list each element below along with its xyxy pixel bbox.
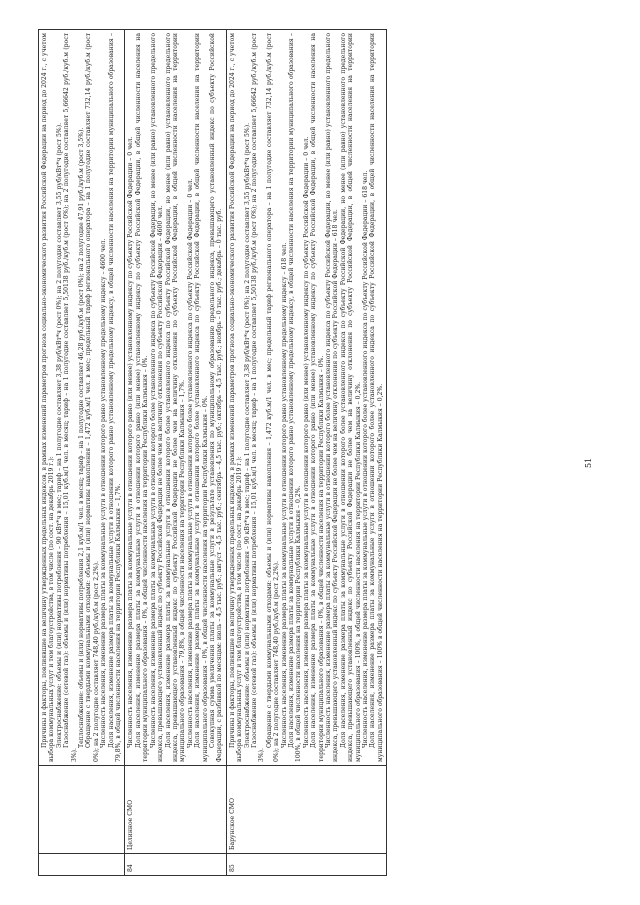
paragraph: Численность населения, изменение размера платы за коммунальные услуги в отношении которого равно установленному предельному индексу – 4600 чел. xyxy=(100,238,108,748)
paragraph: Численность населения, изменение размера платы за коммунальные услуги в отношении которого равно (или менее) установленному индексу по субъекту Российской Федерации – 0 чел. xyxy=(127,136,135,748)
paragraph: Численность населения, изменение размера платы за коммунальные услуги в отношении которого более установленного индекса по субъекту Российской Федерации – 618 чел. xyxy=(362,170,370,748)
table-row-continuation xyxy=(39,30,125,876)
paragraph: Обращение с твердыми коммунальными отходами: объемы и (или) нормативы накопления – 1,472 куб.м/1 чел. в мес; предельный тариф регионального оператора – на 1 полугодие составляет 732,14 руб./куб.м (рост 0%); на 2 полугодие составляет 748,40 руб./куб.м (рост 2,2%). xyxy=(265,33,281,762)
paragraph: Газоснабжение (сетевой газ): объемы и (или) нормативы потребления – 15,01 куб.м/1 чел. в месяц; тариф – на 1 полугодие составляет 5,50138 руб./куб.м (рост 0%); на 2 полугодие составляет 5,66642 руб./куб.м (рост 3%). xyxy=(63,33,78,762)
paragraph: Доля населения, изменение размера платы за коммунальные услуги в отношении которого равно (или менее) установленному индексу по субъекту Российской Федерации, в общей численности населения на территории муниципального образования – 0%, в общей численности населения на территории Республики Калмыкия – 0%. xyxy=(134,33,150,762)
index-table xyxy=(38,29,387,876)
paragraph: Численность населения, изменение размера платы за коммунальные услуги в отношении которого более установленного индекса по субъекту Российской Федерации – 0 чел. xyxy=(186,178,194,748)
paragraph: Газоснабжение (сетевой газ): объемы и (или) нормативы потребления – 15,01 куб.м/1 чел. в месяц; тариф – на 1 полугодие составляет 5,50138 руб./куб.м (рост 0%); на 2 полугодие составляет 5,66642 руб./куб.м (рост 3%). xyxy=(250,33,266,762)
description-cell xyxy=(226,30,387,766)
continuation-text xyxy=(41,33,122,762)
paragraph: Доля населения, изменение размера платы за коммунальные услуги в отношении которого равно установленному предельному индексу, в общей численности населения на территории муниципального образования – 100%, в общей численности населения на территории Республики Калмыкия – 0,2%. xyxy=(288,33,303,762)
row-number: 84 xyxy=(125,854,226,876)
municipality-cell xyxy=(39,766,125,854)
paragraph: Численность населения, изменение размера платы за коммунальные услуги в отношении которого равно (или менее) установленному индексу по субъекту Российской Федерации – 0 чел. xyxy=(302,136,310,748)
description-cell xyxy=(39,30,125,766)
page-number: 51 xyxy=(584,457,593,468)
paragraph: Численность населения, изменение размера платы за коммунальные услуги в отношении которого более установленного индекса по субъекту Российской Федерации, но менее (или равно) установленного предельного индекса, превышающего установленный индекс по субъекту Российской Федерации не более чем на величину отклонения по субъекту Российской Федерации – 4600 чел. xyxy=(149,33,165,762)
row-description xyxy=(229,33,385,762)
paragraph: Доля населения, изменение размера платы за коммунальные услуги в отношении которого равно установленному предельному индексу, в общей численности населения на территории муниципального образования – 79,8%, в общей численности населения на территории Республики Калмыкия – 1,7%. xyxy=(107,33,123,762)
paragraph: Доля населения, изменение размера платы за коммунальные услуги в отношении которого более установленного индекса по субъекту Российской Федерации, но менее (или равно) установленного предельного индекса, превышающего установленный индекс по субъекту Российской Федерации не более чем на величину отклонения по субъекту Российской Федерации, в общей численности населения на территории муниципального образования – 79,8%, в общей численности населения на территории Республики Калмыкия – 1,7%. xyxy=(164,33,187,762)
paragraph: Электроснабжение: объемы и (или) нормативы потребления – 90 кВт*ч в мес; тариф – на 1 полугодие составляет 3,38 руб/кВт*ч (рост 0%); на 2 полугодие составляет 3,55 руб/кВт*ч (рост 5%). xyxy=(243,122,251,748)
table-row xyxy=(125,30,226,876)
rotated-page-content xyxy=(18,18,618,888)
paragraph: Теплоснабжение: объемы и (или) нормативы потребления 2,1 куб.м/1 чел. в месяц; тариф – на 1 полугодие составляет 46,28 руб./куб.м (рост 0%); на 2 полугодие 47,91 руб./куб.м (рост 3,5%). xyxy=(78,127,86,748)
paragraph: Доля населения, изменение размера платы за коммунальные услуги в отношении которого более установленного индекса по субъекту Российской Федерации, в общей численности населения на территории муниципального образования – 100% в общей численности населения на территории Республики Калмыкия – 0,2%. xyxy=(369,33,384,762)
municipality-name: Целинное СМО xyxy=(125,766,226,854)
row-number-cell xyxy=(39,854,125,876)
paragraph: Доля населения, изменение размера платы за коммунальные услуги в отношении которого более установленного индекса по субъекту Российской Федерации, в общей численности населения на территории муниципального образования – 0%, в общей численности населения на территории Республики Калмыкия – 0%. xyxy=(194,33,209,762)
paragraph: Причины и факторы, повлиявшие на величину утвержденных предельных индексов, в рамках изменений параметров прогноза социально-экономического развития Российской Федерации на период до 2024 г., с учетом выбора коммунальных услуг и тем благоустройства, в том числе (по сост. на декабрь 2019 г.): xyxy=(228,33,244,762)
row-number: 85 xyxy=(226,854,387,876)
paragraph: Электроснабжение: объемы и (или) нормативы потребления – 90 кВт*ч в мес; тариф – на 1 полугодие составляет 3,38 руб/кВт*ч (рост 0%); на 2 полугодие составляет 3,55 руб/кВт*ч (рост 5%). xyxy=(55,122,63,748)
paragraph: Численность населения, изменение размера платы за коммунальные услуги в отношении которого равно установленному предельному индексу – 618 чел. xyxy=(280,242,288,748)
paragraph: Совокупная сумма увеличения платы за коммунальные услуги в результате установления по муниципальному образованию предельного индекса, превышающего установленный индекс по субъекту Российской Федерации, с разбивкой по месяцам: июль – 4,5 тыс. руб.; август – 4,5 тыс. руб.; сентябрь – 4,5 тыс. руб.; октябрь – 4,5 тыс. руб.; ноябрь – 0 тыс. руб.; декабрь – 0 тыс. руб. xyxy=(208,33,224,762)
paragraph: Численность населения, изменение размера платы за коммунальные услуги в отношении которого более установленного индекса по субъекту Российской Федерации, но менее (или равно) установленного предельного индекса, превышающего установленный индекс по субъекту Российской Федерации не более чем на величину отклонения по субъекту Российской Федерации – 618 чел. xyxy=(325,33,340,762)
paragraph: Доля населения, изменение размера платы за коммунальные услуги в отношении которого равно (или менее) установленному индексу по субъекту Российской Федерации, в общей численности населения на территории муниципального образования – 0%, в общей численности населения на территории Республики Калмыкия – 0%. xyxy=(310,33,325,762)
paragraph: Причины и факторы, повлиявшие на величину утвержденных предельных индексов, в рамках изменений параметров прогноза социально-экономического развития Российской Федерации на период до 2024 г., с учетом выбора коммунальных услуг и тем благоустройства, в том числе (по сост. на декабрь 2019 г.): xyxy=(41,33,56,762)
paragraph: Обращение с твердыми коммунальными отходами: объемы и (или) нормативы накопления – 1,472 куб.м/1 чел. в мес; предельный тариф регионального оператора – на 1 полугодие составляет 732,14 руб./куб.м (рост 0%); на 2 полугодие составляет 748,40 руб./куб.м (рост 2,2%). xyxy=(85,33,100,762)
municipality-name: Барунское СМО xyxy=(226,766,387,854)
paragraph: Доля населения, изменение размера платы за коммунальные услуги в отношении которого более установленного индекса по субъекту Российской Федерации, но менее (или равно) установленного предельного индекса, превышающего установленный индекс по субъекту Российской Федерации не более чем на величину отклонения по субъекту Российской Федерации, в общей численности населения на территории муниципального образования – 100%, в общей численности населения на территории Республики Калмыкия – 0,2%. xyxy=(339,33,362,762)
row-description xyxy=(127,33,223,762)
table-row xyxy=(226,30,387,876)
description-cell xyxy=(125,30,226,766)
